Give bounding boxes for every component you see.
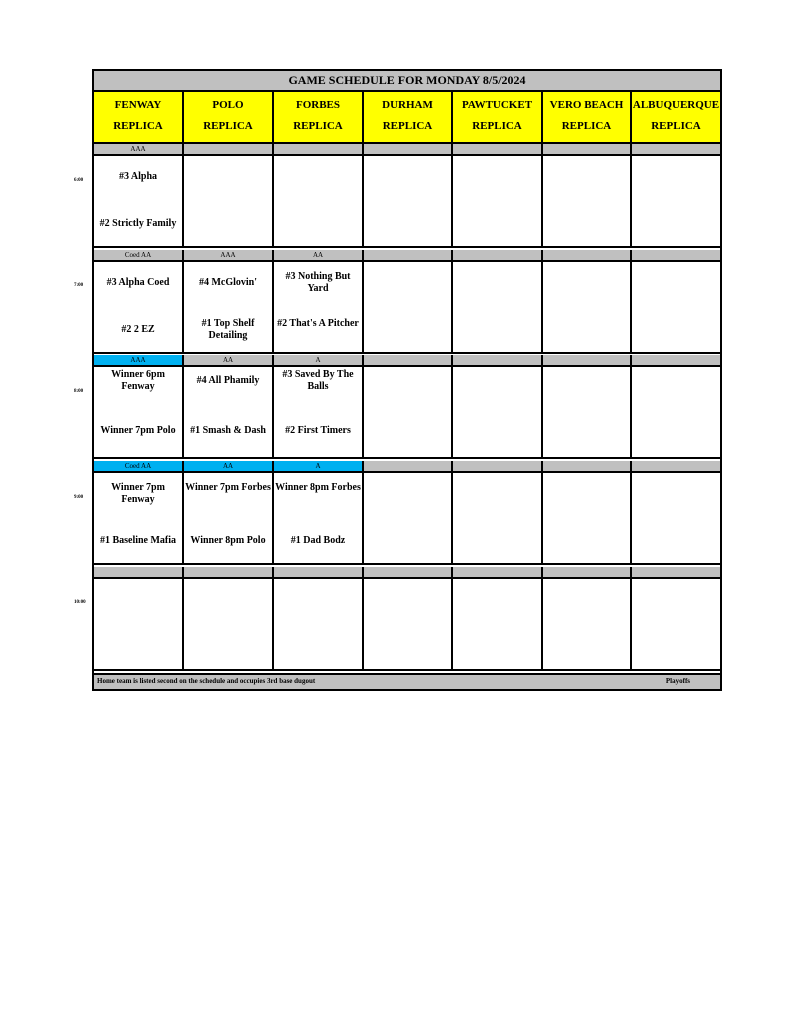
field-type: REPLICA xyxy=(472,120,522,132)
division-band: AA xyxy=(274,250,364,262)
game-cell xyxy=(274,156,364,248)
field-type: REPLICA xyxy=(203,120,253,132)
division-band: AA xyxy=(184,461,274,473)
field-type: REPLICA xyxy=(113,120,163,132)
field-type: REPLICA xyxy=(651,120,701,132)
away-team: #3 Saved By The Balls xyxy=(282,369,354,392)
game-cell xyxy=(453,262,543,354)
division-band xyxy=(543,461,632,473)
time-label: 6:00 xyxy=(74,178,84,183)
division-band xyxy=(632,355,720,367)
home-team: #2 That's A Pitcher xyxy=(277,318,359,329)
division-band xyxy=(453,567,543,579)
division-band xyxy=(543,144,632,156)
game-cell xyxy=(184,156,274,248)
away-team: #3 Alpha Coed xyxy=(106,277,170,288)
footer-note: Home team is listed second on the schedule and occupies 3rd base dugout xyxy=(97,677,316,685)
division-band xyxy=(94,567,184,579)
game-cell xyxy=(184,262,274,354)
home-team: #2 Strictly Family xyxy=(99,218,177,229)
division-band xyxy=(364,461,453,473)
field-name: VERO BEACH xyxy=(549,99,624,111)
time-label: 9:00 xyxy=(74,495,84,500)
home-team: Winner 7pm Polo xyxy=(100,425,176,436)
home-team: #1 Dad Bodz xyxy=(290,535,346,546)
game-cell xyxy=(453,473,543,565)
field-name: DURHAM xyxy=(382,99,433,111)
division-band: AA xyxy=(184,355,274,367)
field-header xyxy=(632,92,720,144)
division-band xyxy=(364,144,453,156)
division-band xyxy=(364,355,453,367)
time-label: 8:00 xyxy=(74,389,84,394)
away-team: Winner 6pm Fenway xyxy=(111,369,165,392)
game-cell xyxy=(543,367,632,459)
field-type: REPLICA xyxy=(382,120,433,132)
game-cell xyxy=(94,156,184,248)
home-team: #1 Top Shelf Detailing xyxy=(201,318,255,341)
division-band xyxy=(543,567,632,579)
game-cell xyxy=(364,156,453,248)
game-cell xyxy=(274,367,364,459)
home-team: #2 First Timers xyxy=(285,425,351,436)
game-cell xyxy=(274,579,364,671)
division-band xyxy=(632,461,720,473)
game-cell xyxy=(632,473,720,565)
time-label: 10:00 xyxy=(74,600,86,605)
away-team: Winner 7pm Forbes xyxy=(185,482,271,493)
division-band xyxy=(632,250,720,262)
away-team: #3 Alpha xyxy=(118,171,158,182)
division-band xyxy=(632,567,720,579)
game-cell xyxy=(94,579,184,671)
game-cell xyxy=(453,579,543,671)
away-team: #4 McGlovin' xyxy=(198,277,258,288)
division-band xyxy=(543,355,632,367)
schedule-sheet xyxy=(92,69,722,691)
away-team: Winner 7pm Fenway xyxy=(111,482,165,505)
division-band xyxy=(364,567,453,579)
game-cell xyxy=(543,156,632,248)
game-cell xyxy=(543,473,632,565)
field-header xyxy=(184,92,274,144)
footer-tag: Playoffs xyxy=(665,677,690,685)
game-cell xyxy=(364,579,453,671)
game-cell xyxy=(632,579,720,671)
division-band: A xyxy=(274,461,364,473)
game-cell xyxy=(184,367,274,459)
division-band xyxy=(184,144,274,156)
division-band xyxy=(184,567,274,579)
field-header xyxy=(453,92,543,144)
field-name: FORBES xyxy=(295,99,340,111)
game-cell xyxy=(274,262,364,354)
home-team: #1 Baseline Mafia xyxy=(99,535,177,546)
game-cell xyxy=(94,367,184,459)
game-cell xyxy=(453,156,543,248)
game-cell xyxy=(364,473,453,565)
game-cell xyxy=(632,367,720,459)
time-label: 7:00 xyxy=(74,283,84,288)
field-header xyxy=(274,92,364,144)
game-cell xyxy=(364,367,453,459)
division-band xyxy=(632,144,720,156)
away-team: Winner 8pm Forbes xyxy=(275,482,361,493)
division-band xyxy=(453,144,543,156)
away-team: #4 All Phamily xyxy=(196,375,260,386)
home-team: Winner 8pm Polo xyxy=(190,535,266,546)
home-team: #1 Smash & Dash xyxy=(190,425,266,436)
field-type: REPLICA xyxy=(293,120,343,132)
field-name: PAWTUCKET xyxy=(461,99,533,111)
away-team: #3 Nothing But Yard xyxy=(285,271,351,294)
division-band: AAA xyxy=(94,355,184,367)
division-band xyxy=(453,250,543,262)
game-cell xyxy=(364,262,453,354)
division-band: Coed AA xyxy=(94,250,184,262)
game-cell xyxy=(184,473,274,565)
game-cell xyxy=(632,262,720,354)
division-band xyxy=(274,567,364,579)
game-cell xyxy=(94,473,184,565)
game-cell xyxy=(632,156,720,248)
game-cell xyxy=(543,579,632,671)
field-name: ALBUQUERQUE xyxy=(632,99,720,111)
division-band: AAA xyxy=(94,144,184,156)
division-band xyxy=(274,144,364,156)
field-header xyxy=(543,92,632,144)
field-name: FENWAY xyxy=(114,99,162,111)
home-team: #2 2 EZ xyxy=(121,324,155,335)
division-band xyxy=(364,250,453,262)
game-cell xyxy=(274,473,364,565)
field-header xyxy=(94,92,184,144)
field-name: POLO xyxy=(212,99,244,111)
game-cell xyxy=(543,262,632,354)
schedule-footer xyxy=(94,673,720,689)
field-header xyxy=(364,92,453,144)
game-cell xyxy=(453,367,543,459)
division-band xyxy=(453,355,543,367)
field-type: REPLICA xyxy=(561,120,612,132)
game-cell xyxy=(94,262,184,354)
division-band xyxy=(543,250,632,262)
division-band: A xyxy=(274,355,364,367)
schedule-title: GAME SCHEDULE FOR MONDAY 8/5/2024 xyxy=(94,71,720,92)
division-band xyxy=(453,461,543,473)
division-band: AAA xyxy=(184,250,274,262)
division-band: Coed AA xyxy=(94,461,184,473)
game-cell xyxy=(184,579,274,671)
